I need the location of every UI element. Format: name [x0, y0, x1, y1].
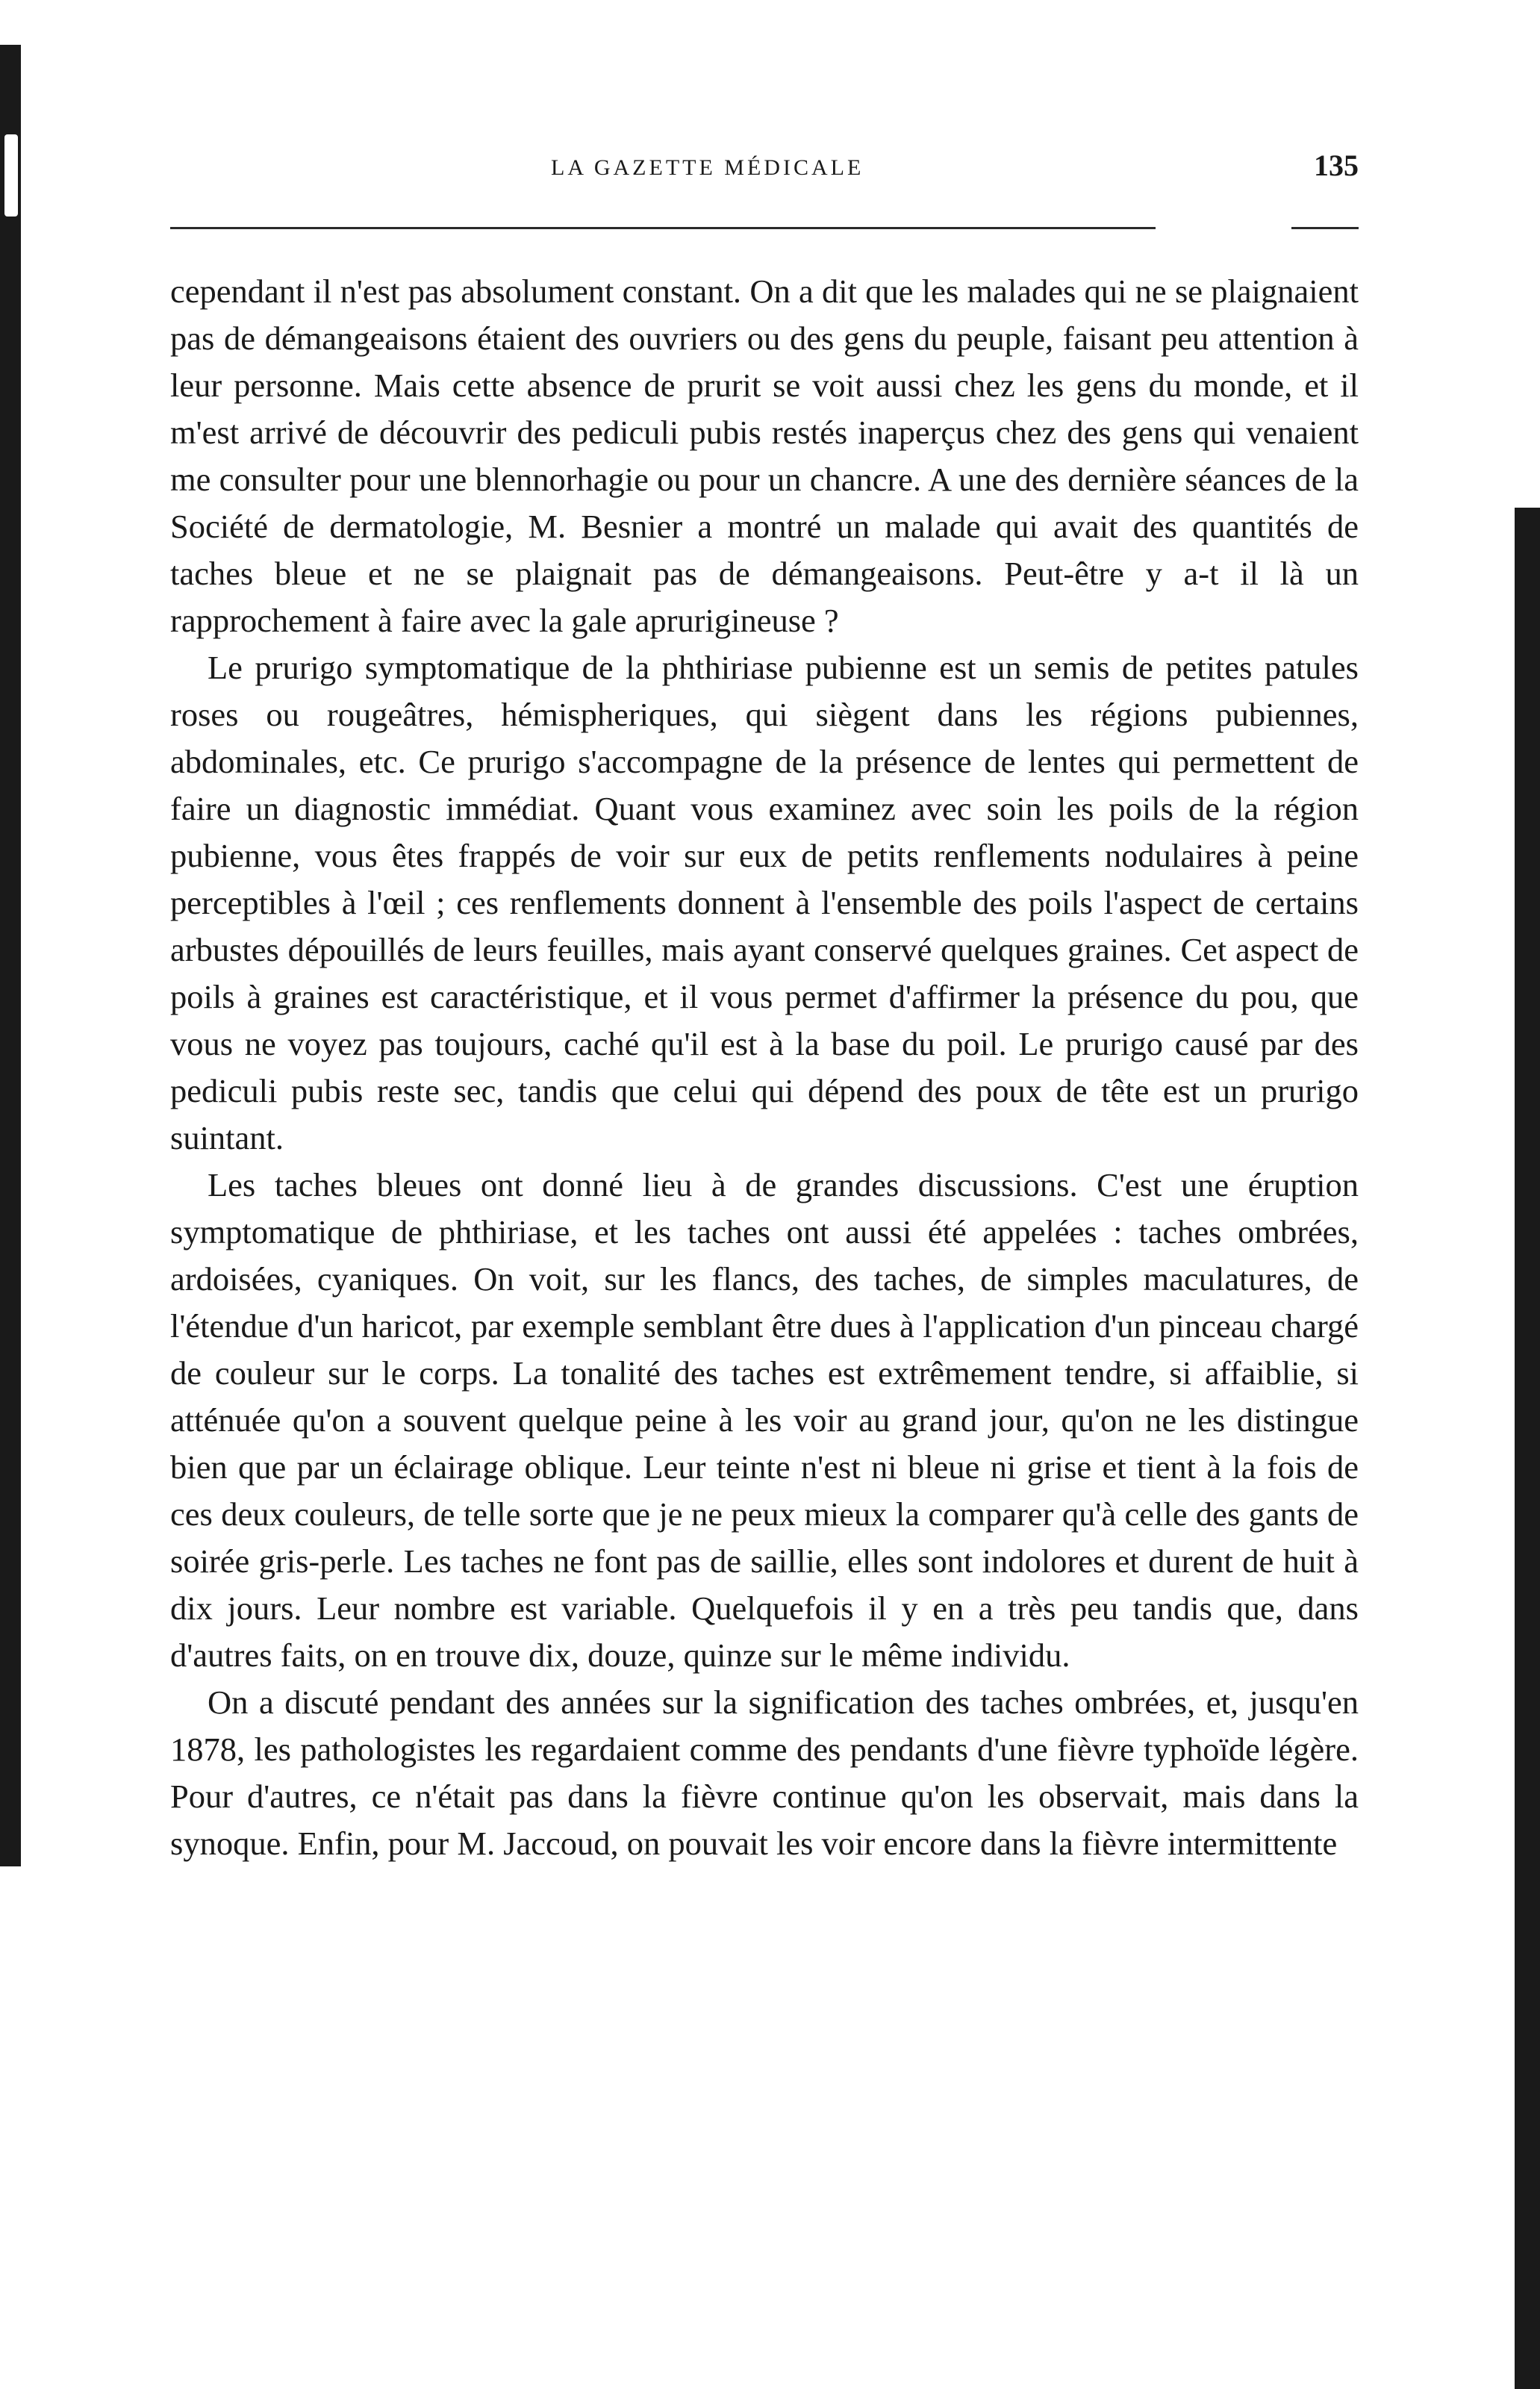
- body-text: [170, 268, 1359, 1867]
- paragraph-4: On a discuté pendant des années sur la signification des taches ombrées, et, jusqu'en 1878, les pathologistes les regardaient comme des pendants d'une fièvre typhoïde légère. Pour d'autres, ce n'était pas dans la fièvre continue qu'on les observait, mais dans la synoque. Enfin, pour M. Jaccoud, on pouvait les voir encore dans la fièvre intermittente: [170, 1683, 1359, 1862]
- header-rule: [170, 227, 1156, 229]
- scan-edge-left: [0, 45, 21, 1866]
- paragraph-1: cependant il n'est pas absolument constant. On a dit que les malades qui ne se plaignaient pas de démangeaisons étaient des ouvriers ou des gens du peuple, faisant peu attention à leur personne. Mais cette absence de prurit se voit aussi chez les gens du monde, et il m'est arrivé de découvrir des pediculi pubis restés inaperçus chez des gens qui venaient me consulter pour une blennorhagie ou pour un chancre. A une des dernière séances de la Société de dermatologie, M. Besnier a montré un malade qui avait des quantités de taches bleue et ne se plaignait pas de démangeaisons. Peut-être y a-t il là un rapprochement à faire avec la gale aprurigineuse ?: [170, 272, 1359, 639]
- document-page: [170, 146, 1359, 1867]
- paragraph-3: Les taches bleues ont donné lieu à de grandes discussions. C'est une éruption symptomatique de phthiriase, et les taches ont aussi été appelées : taches ombrées, ardoisées, cyaniques. On voit, sur les flancs, des taches, de simples maculatures, de l'étendue d'un haricot, par exemple semblant être dues à l'application d'un pinceau chargé de couleur sur le corps. La tonalité des taches est extrêmement tendre, si affaiblie, si atténuée qu'on a souvent quelque peine à les voir au grand jour, qu'on ne les distingue bien que par un éclairage oblique. Leur teinte n'est ni bleue ni grise et tient à la fois de ces deux couleurs, de telle sorte que je ne peux mieux la comparer qu'à celle des gants de soirée gris-perle. Les taches ne font pas de saillie, elles sont indolores et durent de huit à dix jours. Leur nombre est variable. Quelquefois il y en a très peu tandis que, dans d'autres faits, on en trouve dix, douze, quinze sur le même individu.: [170, 1166, 1359, 1674]
- scan-edge-right: [1515, 508, 1540, 2389]
- scan-edge-notch: [4, 134, 18, 217]
- running-header: [170, 146, 1359, 191]
- running-header-title: LA GAZETTE MÉDICALE: [551, 155, 864, 180]
- page-number: 135: [1314, 149, 1359, 182]
- header-rule-end: [1291, 227, 1359, 229]
- paragraph-2: Le prurigo symptomatique de la phthiriase pubienne est un semis de petites patules roses ou rougeâtres, hémispheriques, qui siègent dans les régions pubiennes, abdominales, etc. Ce prurigo s'accompagne de la présence de lentes qui permettent de faire un diagnostic immédiat. Quant vous examinez avec soin les poils de la région pubienne, vous êtes frappés de voir sur eux de petits renflements nodulaires à peine perceptibles à l'œil ; ces renflements donnent à l'ensemble des poils l'aspect de certains arbustes dépouillés de leurs feuilles, mais ayant conservé quelques graines. Cet aspect de poils à graines est caractéristique, et il vous permet d'affirmer la présence du pou, que vous ne voyez pas toujours, caché qu'il est à la base du poil. Le prurigo causé par des pediculi pubis reste sec, tandis que celui qui dépend des poux de tête est un prurigo suintant.: [170, 649, 1359, 1156]
